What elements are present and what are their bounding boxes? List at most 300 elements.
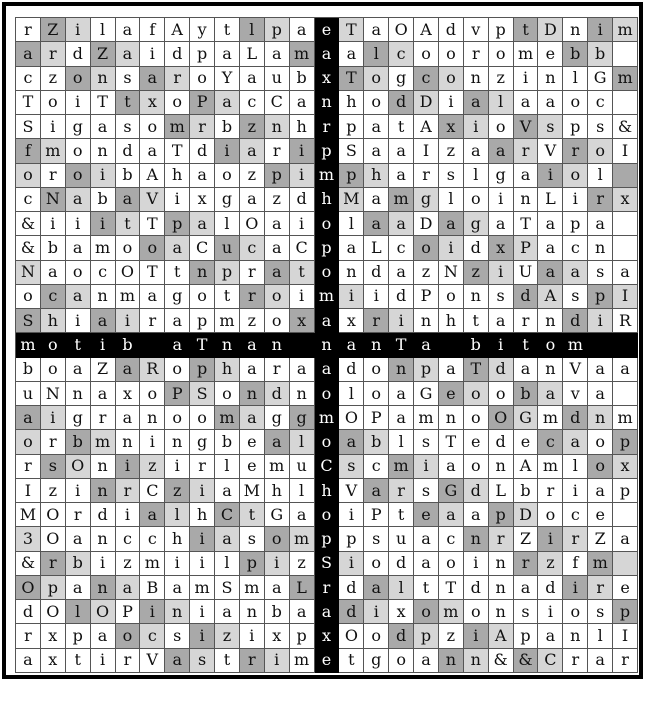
header-cell xyxy=(439,333,464,357)
letter-cell: n xyxy=(439,649,464,673)
letter-cell: l xyxy=(588,164,613,188)
letter-cell: G xyxy=(439,479,464,503)
letter-cell: P xyxy=(364,503,389,527)
letter-cell: l xyxy=(588,624,613,648)
header-cell xyxy=(290,333,315,357)
letter-cell: P xyxy=(190,91,215,115)
letter-cell: a xyxy=(414,527,439,551)
letter-cell: r xyxy=(16,455,41,479)
letter-cell: n xyxy=(414,309,439,333)
letter-cell: n xyxy=(538,67,563,91)
letter-cell: d xyxy=(364,261,389,285)
letter-cell: n xyxy=(464,285,489,309)
letter-cell: a xyxy=(66,576,91,600)
letter-cell: i xyxy=(140,42,165,66)
letter-cell: a xyxy=(265,430,290,454)
letter-cell: a xyxy=(240,358,265,382)
letter-cell: i xyxy=(464,552,489,576)
letter-cell: c xyxy=(414,67,439,91)
letter-cell: s xyxy=(339,455,364,479)
letter-cell: a xyxy=(538,624,563,648)
letter-cell: e xyxy=(588,503,613,527)
letter-cell: s xyxy=(116,115,141,139)
letter-cell: a xyxy=(215,479,240,503)
letter-cell: x xyxy=(265,624,290,648)
letter-cell: a xyxy=(116,406,141,430)
letter-cell: g xyxy=(190,430,215,454)
letter-cell: U xyxy=(514,261,539,285)
letter-cell: m xyxy=(290,42,315,66)
letter-cell: e xyxy=(414,503,439,527)
letter-cell: g xyxy=(265,406,290,430)
header-cell: a xyxy=(339,333,364,357)
letter-cell: n xyxy=(538,309,563,333)
letter-cell: i xyxy=(116,503,141,527)
letter-cell: i xyxy=(339,285,364,309)
spine-cell: h xyxy=(315,188,340,212)
letter-cell: o xyxy=(414,42,439,66)
letter-cell: o xyxy=(364,382,389,406)
letter-cell: d xyxy=(389,624,414,648)
letter-cell: d xyxy=(116,139,141,163)
letter-cell: r xyxy=(41,430,66,454)
letter-cell: n xyxy=(91,455,116,479)
letter-cell: d xyxy=(190,139,215,163)
letter-cell: p xyxy=(190,358,215,382)
letter-cell: a xyxy=(538,382,563,406)
letter-cell: e xyxy=(464,430,489,454)
letter-cell: a xyxy=(389,406,414,430)
letter-cell: v xyxy=(563,382,588,406)
letter-cell: l xyxy=(91,18,116,42)
header-cell: b xyxy=(464,333,489,357)
letter-cell: a xyxy=(116,18,141,42)
letter-cell: a xyxy=(16,406,41,430)
letter-cell: m xyxy=(116,285,141,309)
letter-cell: a xyxy=(389,139,414,163)
letter-cell: i xyxy=(91,649,116,673)
letter-cell: i xyxy=(165,552,190,576)
spine-cell: C xyxy=(315,455,340,479)
letter-cell: i xyxy=(116,455,141,479)
letter-cell: a xyxy=(41,261,66,285)
letter-cell: r xyxy=(514,309,539,333)
letter-cell: f xyxy=(16,139,41,163)
letter-cell: a xyxy=(290,503,315,527)
letter-cell: i xyxy=(563,479,588,503)
letter-cell: m xyxy=(190,576,215,600)
letter-cell: T xyxy=(339,18,364,42)
spine-cell: x xyxy=(315,624,340,648)
letter-cell: o xyxy=(140,115,165,139)
letter-cell: x xyxy=(116,382,141,406)
letter-cell: r xyxy=(588,188,613,212)
letter-cell: a xyxy=(66,188,91,212)
letter-cell: a xyxy=(91,382,116,406)
letter-cell: I xyxy=(613,624,638,648)
spine-cell: p xyxy=(315,139,340,163)
letter-cell: a xyxy=(364,212,389,236)
letter-cell: s xyxy=(116,67,141,91)
letter-cell: z xyxy=(439,624,464,648)
letter-cell: p xyxy=(414,358,439,382)
letter-cell: o xyxy=(215,164,240,188)
letter-cell: L xyxy=(364,236,389,260)
letter-cell xyxy=(613,212,638,236)
letter-cell: o xyxy=(165,91,190,115)
letter-cell: l xyxy=(290,479,315,503)
letter-cell: f xyxy=(140,18,165,42)
letter-cell: c xyxy=(389,42,414,66)
letter-cell: m xyxy=(613,406,638,430)
letter-cell: O xyxy=(116,261,141,285)
letter-cell: T xyxy=(140,261,165,285)
letter-cell: m xyxy=(389,455,414,479)
letter-cell: n xyxy=(265,115,290,139)
letter-cell: S xyxy=(190,382,215,406)
letter-cell: i xyxy=(140,600,165,624)
letter-cell: a xyxy=(116,358,141,382)
letter-cell: n xyxy=(290,382,315,406)
header-cell: t xyxy=(514,333,539,357)
letter-cell: p xyxy=(265,164,290,188)
letter-cell: n xyxy=(439,406,464,430)
letter-cell: b xyxy=(16,358,41,382)
letter-cell: o xyxy=(439,285,464,309)
letter-cell: t xyxy=(116,212,141,236)
letter-cell: C xyxy=(190,236,215,260)
letter-cell: e xyxy=(240,455,265,479)
letter-cell: n xyxy=(464,649,489,673)
letter-cell: o xyxy=(190,285,215,309)
letter-cell: a xyxy=(489,139,514,163)
letter-cell: s xyxy=(190,649,215,673)
letter-cell: a xyxy=(265,42,290,66)
letter-cell: m xyxy=(240,576,265,600)
spine-cell: S xyxy=(315,552,340,576)
letter-cell: p xyxy=(165,212,190,236)
letter-cell: T xyxy=(464,358,489,382)
letter-cell: a xyxy=(290,600,315,624)
header-cell: n xyxy=(265,333,290,357)
letter-cell: a xyxy=(165,236,190,260)
letter-cell: h xyxy=(439,309,464,333)
letter-cell: t xyxy=(240,503,265,527)
letter-cell: d xyxy=(16,600,41,624)
letter-cell: i xyxy=(66,91,91,115)
letter-cell: t xyxy=(339,649,364,673)
letter-cell: a xyxy=(265,212,290,236)
letter-cell: d xyxy=(464,576,489,600)
letter-cell: Z xyxy=(588,527,613,551)
letter-cell: s xyxy=(588,600,613,624)
letter-cell: d xyxy=(389,91,414,115)
letter-cell: o xyxy=(66,261,91,285)
letter-grid xyxy=(15,17,638,673)
spine-cell: m xyxy=(315,406,340,430)
letter-cell: a xyxy=(489,309,514,333)
letter-cell: I xyxy=(16,479,41,503)
spine-cell: e xyxy=(315,18,340,42)
letter-cell: b xyxy=(215,115,240,139)
letter-cell: b xyxy=(514,479,539,503)
letter-cell: n xyxy=(91,527,116,551)
spine-cell: a xyxy=(315,358,340,382)
letter-cell: n xyxy=(389,358,414,382)
letter-cell: A xyxy=(165,18,190,42)
header-cell xyxy=(588,333,613,357)
letter-cell: s xyxy=(414,479,439,503)
letter-cell: i xyxy=(563,188,588,212)
letter-cell: p xyxy=(66,624,91,648)
letter-cell: l xyxy=(240,18,265,42)
letter-cell: l xyxy=(364,42,389,66)
letter-cell xyxy=(613,552,638,576)
letter-cell: i xyxy=(91,552,116,576)
letter-cell: O xyxy=(339,406,364,430)
letter-cell: L xyxy=(240,42,265,66)
letter-cell: i xyxy=(439,91,464,115)
letter-cell: o xyxy=(489,42,514,66)
letter-cell: g xyxy=(66,406,91,430)
spine-cell: m xyxy=(315,285,340,309)
letter-cell: r xyxy=(91,406,116,430)
letter-cell: p xyxy=(339,164,364,188)
spine-cell: o xyxy=(315,212,340,236)
letter-cell: m xyxy=(41,139,66,163)
letter-cell: r xyxy=(116,649,141,673)
letter-cell: o xyxy=(464,455,489,479)
letter-cell: u xyxy=(290,455,315,479)
header-cell: T xyxy=(389,333,414,357)
letter-cell: O xyxy=(41,600,66,624)
letter-cell: e xyxy=(439,382,464,406)
letter-cell: a xyxy=(140,139,165,163)
letter-cell: o xyxy=(41,91,66,115)
letter-cell: r xyxy=(16,624,41,648)
letter-cell: g xyxy=(489,164,514,188)
letter-cell: D xyxy=(414,212,439,236)
letter-cell: s xyxy=(165,624,190,648)
letter-cell: a xyxy=(364,18,389,42)
letter-cell: S xyxy=(215,576,240,600)
letter-cell: s xyxy=(489,285,514,309)
letter-cell: S xyxy=(16,309,41,333)
letter-cell: a xyxy=(364,115,389,139)
letter-cell: g xyxy=(464,212,489,236)
letter-cell: V xyxy=(538,139,563,163)
letter-cell: a xyxy=(514,576,539,600)
letter-cell: i xyxy=(538,600,563,624)
letter-cell: i xyxy=(538,164,563,188)
letter-cell: n xyxy=(116,430,141,454)
letter-cell: o xyxy=(140,382,165,406)
letter-cell: s xyxy=(364,527,389,551)
letter-cell: d xyxy=(165,42,190,66)
spine-cell: p xyxy=(315,236,340,260)
letter-cell: a xyxy=(389,164,414,188)
letter-cell: c xyxy=(364,455,389,479)
letter-cell: a xyxy=(538,236,563,260)
letter-cell: i xyxy=(464,115,489,139)
letter-cell xyxy=(613,91,638,115)
letter-cell: d xyxy=(265,382,290,406)
letter-cell: p xyxy=(414,624,439,648)
letter-cell: n xyxy=(563,624,588,648)
letter-cell: c xyxy=(116,527,141,551)
letter-cell: x xyxy=(613,455,638,479)
letter-cell: r xyxy=(414,164,439,188)
letter-cell: N xyxy=(439,261,464,285)
letter-cell: x xyxy=(389,600,414,624)
letter-cell: a xyxy=(116,42,141,66)
letter-cell: G xyxy=(414,382,439,406)
letter-cell: d xyxy=(290,188,315,212)
letter-cell: T xyxy=(439,576,464,600)
letter-cell: m xyxy=(538,406,563,430)
letter-cell: r xyxy=(240,261,265,285)
letter-cell: g xyxy=(364,649,389,673)
letter-cell: a xyxy=(165,576,190,600)
letter-cell: a xyxy=(240,406,265,430)
spine-cell: o xyxy=(315,382,340,406)
letter-cell: r xyxy=(190,455,215,479)
letter-cell: z xyxy=(290,552,315,576)
header-cell: a xyxy=(414,333,439,357)
letter-cell: r xyxy=(165,67,190,91)
letter-cell: a xyxy=(16,42,41,66)
letter-cell: l xyxy=(339,382,364,406)
letter-cell: V xyxy=(140,649,165,673)
letter-cell: r xyxy=(563,649,588,673)
spine-cell: a xyxy=(315,309,340,333)
letter-cell: Z xyxy=(514,527,539,551)
letter-cell: & xyxy=(613,115,638,139)
letter-cell: o xyxy=(16,285,41,309)
letter-cell: i xyxy=(514,67,539,91)
letter-cell: p xyxy=(588,285,613,309)
letter-cell: h xyxy=(364,164,389,188)
letter-cell: A xyxy=(414,115,439,139)
letter-cell: r xyxy=(563,527,588,551)
letter-cell: A xyxy=(538,285,563,309)
letter-cell: a xyxy=(215,91,240,115)
letter-cell: a xyxy=(538,261,563,285)
letter-cell: o xyxy=(265,309,290,333)
letter-cell: m xyxy=(514,42,539,66)
letter-cell: x xyxy=(489,236,514,260)
letter-cell: n xyxy=(165,600,190,624)
letter-cell: o xyxy=(66,67,91,91)
letter-cell: a xyxy=(16,649,41,673)
letter-cell: a xyxy=(439,455,464,479)
letter-cell: T xyxy=(339,67,364,91)
letter-cell: a xyxy=(339,42,364,66)
letter-cell: a xyxy=(389,261,414,285)
letter-cell: a xyxy=(265,576,290,600)
letter-cell: o xyxy=(439,67,464,91)
letter-cell: A xyxy=(489,624,514,648)
letter-cell: o xyxy=(414,600,439,624)
letter-cell: i xyxy=(190,527,215,551)
letter-cell: l xyxy=(290,430,315,454)
letter-cell: z xyxy=(215,624,240,648)
letter-cell: l xyxy=(165,503,190,527)
letter-cell: r xyxy=(563,139,588,163)
letter-cell: o xyxy=(16,164,41,188)
letter-cell: T xyxy=(140,212,165,236)
letter-cell: a xyxy=(613,261,638,285)
letter-cell: t xyxy=(389,115,414,139)
letter-cell: n xyxy=(464,67,489,91)
letter-cell: z xyxy=(140,455,165,479)
letter-cell: e xyxy=(613,576,638,600)
letter-cell: D xyxy=(538,18,563,42)
letter-cell: n xyxy=(489,576,514,600)
letter-cell: p xyxy=(339,115,364,139)
letter-cell xyxy=(613,382,638,406)
header-cell: n xyxy=(215,333,240,357)
letter-cell: l xyxy=(66,600,91,624)
letter-cell: d xyxy=(439,18,464,42)
letter-cell: p xyxy=(563,212,588,236)
letter-cell: b xyxy=(41,236,66,260)
letter-cell: b xyxy=(91,188,116,212)
letter-cell: a xyxy=(439,358,464,382)
spine-cell: a xyxy=(315,42,340,66)
header-cell: t xyxy=(66,333,91,357)
letter-cell: c xyxy=(140,624,165,648)
letter-cell: i xyxy=(190,600,215,624)
letter-cell: d xyxy=(91,503,116,527)
letter-cell: h xyxy=(165,527,190,551)
letter-cell: r xyxy=(389,479,414,503)
header-cell: o xyxy=(41,333,66,357)
letter-cell: n xyxy=(489,552,514,576)
letter-cell: I xyxy=(414,139,439,163)
letter-table-frame xyxy=(2,2,643,679)
letter-cell: S xyxy=(16,115,41,139)
letter-cell: o xyxy=(364,624,389,648)
letter-cell: l xyxy=(215,455,240,479)
letter-cell: c xyxy=(240,236,265,260)
letter-cell: p xyxy=(613,600,638,624)
letter-cell: n xyxy=(91,285,116,309)
letter-cell: r xyxy=(538,479,563,503)
letter-cell: c xyxy=(563,503,588,527)
letter-cell: L xyxy=(290,576,315,600)
letter-cell: h xyxy=(190,503,215,527)
letter-cell: T xyxy=(514,212,539,236)
letter-cell: a xyxy=(116,576,141,600)
letter-cell: o xyxy=(364,358,389,382)
letter-cell xyxy=(613,503,638,527)
letter-cell: P xyxy=(364,406,389,430)
letter-cell: O xyxy=(389,18,414,42)
letter-cell: b xyxy=(563,42,588,66)
header-cell: n xyxy=(364,333,389,357)
letter-cell: d xyxy=(489,358,514,382)
letter-cell xyxy=(613,236,638,260)
header-cell: T xyxy=(190,333,215,357)
letter-cell: O xyxy=(339,624,364,648)
letter-cell: r xyxy=(140,309,165,333)
letter-cell: o xyxy=(588,430,613,454)
letter-cell: P xyxy=(165,382,190,406)
letter-cell: a xyxy=(464,503,489,527)
letter-cell: a xyxy=(66,236,91,260)
letter-cell: O xyxy=(240,212,265,236)
